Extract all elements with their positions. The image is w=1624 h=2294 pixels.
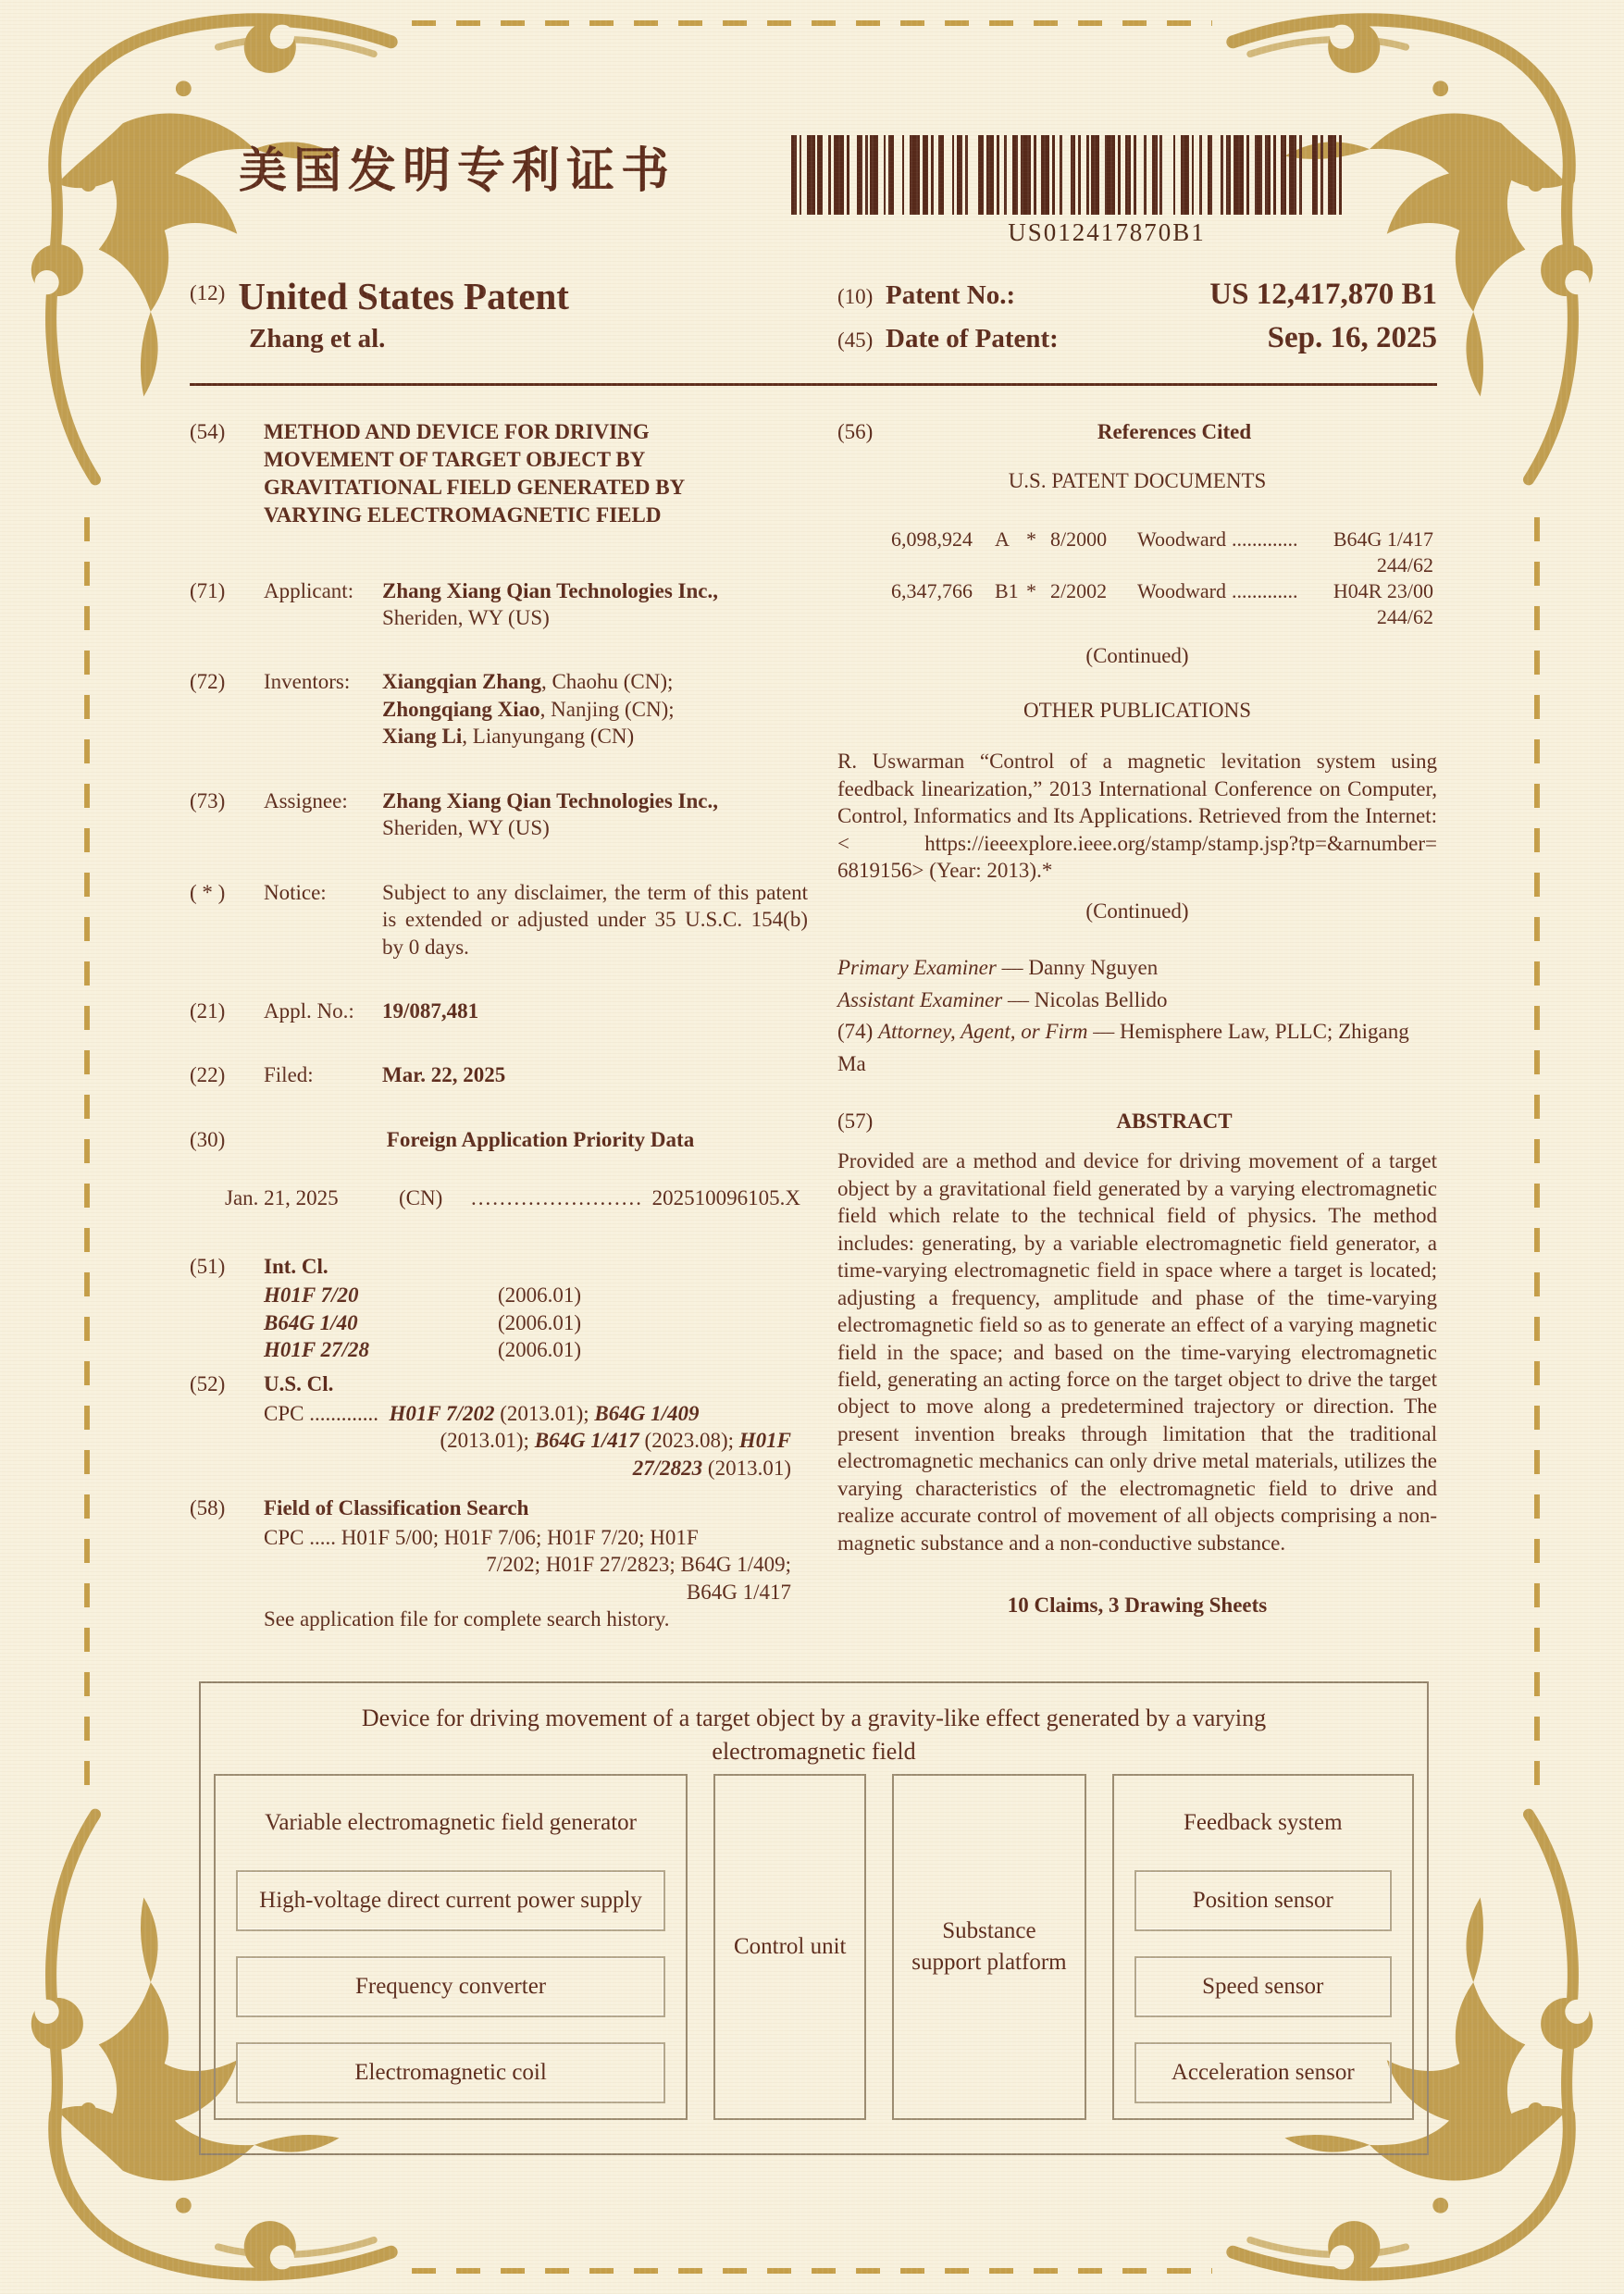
ref-star: * [1026,527,1036,551]
border-dashes-bottom [412,2268,1212,2274]
attorney-label: Attorney, Agent, or Firm [878,1020,1088,1043]
abstract-text: Provided are a method and device for driving movement of a target object by a gravitational field generated by a varying electromagnetic field which relate to the technical field of physics. The method includes: generating, by a variable electromagnetic field generator, a time-varying electromagnetic field in space where a target is located; adjusting a frequency, amplitude and phase of the time-varying electromagnetic field so as to generate an effect of a varying magnetic field in the space; and based on the time-varying electromagnetic field, generating an acting force on the target object to drive the target object to move along a predetermined trajectory or direction. The present invention breaks through limitation that the traditional electromagnetic mechanics can only drive metal materials, utilizes the varying characteristics of the electromagnetic field to drive and realize accurate control of movement of all objects comprising a non-magnetic substance and a non-conductive substance. [837,1149,1437,1555]
border-dashes-top [412,20,1212,26]
substance-platform-label: Substance support platform [911,1918,1067,1975]
cpc-line-1 [264,1400,791,1427]
substance-platform-block [892,1774,1085,2120]
field-code-54: (54) [190,420,226,443]
int-cl-row [264,1309,817,1336]
patent-no-row [837,278,1437,312]
us-patent-docs-title: U.S. PATENT DOCUMENTS [1008,469,1267,493]
class-code: H01F 27/28 [264,1338,369,1361]
search-line-3: B64G 1/417 [686,1580,791,1604]
generator-label: Variable electromagnetic field generator [265,1810,637,1835]
priority-dots: ........................ [471,1186,643,1210]
border-dashes-left [84,509,90,1785]
cpc-date: (2023.08); [638,1429,739,1453]
priority-country: (CN) [399,1186,443,1210]
patent-date-label: Date of Patent: [886,324,1059,353]
field-code-74: (74) [837,1020,879,1043]
assistant-examiner-label: Assistant Examiner [837,987,1003,1011]
inventor-city: , Nanjing (CN); [539,697,675,721]
reference-line [891,527,1433,552]
assistant-examiner-line [837,985,1437,1017]
examiner-block [837,952,1437,1080]
section-72-inventors [190,668,817,750]
inventors-label: Inventors: [264,670,351,694]
cpc-code: B64G 1/417 [534,1429,639,1453]
ref-kind: B1 [995,579,1019,603]
cpc-line-2 [264,1427,791,1454]
certificate-cn-title: 美国发明专利证书 [239,145,676,198]
control-unit-block [713,1774,866,2120]
cpc-date: (2013.01); [494,1401,595,1425]
section-52-us-cl [190,1370,817,1397]
barcode-number: US012417870B1 [1008,218,1206,246]
field-code-51: (51) [190,1254,226,1278]
barcode-image [791,135,1422,215]
cpc-line-3 [264,1455,791,1482]
field-code-52: (52) [190,1372,226,1396]
applicant-name: Zhang Xiang Qian Technologies Inc., [382,578,718,602]
priority-title: Foreign Application Priority Data [386,1127,695,1151]
class-version: (2006.01) [498,1310,582,1334]
int-cl-label: Int. Cl. [264,1254,329,1278]
ref-date: 8/2000 [1050,527,1108,551]
ref-number: 6,347,766 [891,579,973,603]
ref-class: H04R 23/00 [1333,579,1433,603]
reference-row [837,578,1437,630]
reference-row [837,527,1437,578]
search-note: See application file for complete search history. [264,1606,670,1631]
filed-label: Filed: [264,1063,314,1087]
assistant-examiner-name: — Nicolas Bellido [1002,987,1168,1011]
search-line-1: CPC ..... H01F 5/00; H01F 7/06; H01F 7/20; H01F [264,1525,699,1549]
section-71-applicant [190,577,817,632]
class-version: (2006.01) [498,1338,582,1361]
feedback-system-block [1112,1774,1414,2120]
ref-date: 2/2002 [1050,579,1108,603]
int-cl-row [264,1282,817,1308]
class-version: (2006.01) [498,1283,582,1308]
border-dashes-right [1534,509,1540,1785]
reference-line [891,578,1433,604]
barcode-block [791,135,1422,247]
patent-header-right [837,278,1437,365]
field-code-12: (12) [190,281,226,304]
right-column [837,418,1437,1618]
applicant-address: Sheriden, WY (US) [382,606,550,629]
patent-date-row [837,321,1437,355]
ref-dots: ............. [1231,527,1298,551]
ref-class: B64G 1/417 [1333,527,1433,551]
us-cl-cpc [264,1400,791,1482]
ref-name: Woodward [1137,579,1226,603]
notice-text: Subject to any disclaimer, the term of this patent is extended or adjusted under 35 U.S.C. 154(b) by 0 days. [382,880,808,959]
attorney-name: — Hemisphere Law, PLLC; Zhigang Ma [837,1020,1409,1075]
patent-kind-title: United States Patent [238,275,569,317]
applicant-label: Applicant: [264,578,354,602]
section-21-appl-no [190,998,817,1024]
field-code-45: (45) [837,329,874,352]
section-73-assignee [190,787,817,842]
inventor-name: Xiang Li [382,725,463,749]
cpc-code: B64G 1/409 [594,1401,700,1425]
device-block-diagram [199,1681,1429,2155]
left-column [190,418,817,1632]
field-code-58: (58) [190,1496,226,1520]
field-code-56: (56) [837,420,874,443]
inventor-shortname: Zhang et al. [249,324,386,353]
position-sensor-box: Position sensor [1134,1870,1392,1931]
search-cpc [264,1524,791,1633]
references-continued: (Continued) [1085,643,1189,667]
section-51-int-cl [190,1253,817,1280]
patent-no-label: Patent No.: [886,280,1016,310]
header-rule [190,383,1437,386]
assignee-label: Assignee: [264,788,348,812]
field-code-71: (71) [190,578,226,602]
corner-flourish-top-left [2,2,400,487]
appl-no-label: Appl. No.: [264,998,354,1023]
inventor-name: Zhongqiang Xiao [382,697,540,721]
patent-header-left [190,274,569,354]
invention-title: METHOD AND DEVICE FOR DRIVING MOVEMENT OF TARGET OBJECT BY GRAVITATIONAL FIELD GENERATED BY VARYING ELECTROMAGNETIC FIELD [264,420,685,527]
cpc-prefix: CPC ............. [264,1401,378,1425]
search-line-2: 7/202; H01F 27/2823; B64G 1/409; [486,1553,791,1577]
other-publications-title: OTHER PUBLICATIONS [1023,698,1251,722]
section-57-abstract [837,1108,1437,1135]
field-code-10: (10) [837,285,874,308]
patent-date-value: Sep. 16, 2025 [1267,321,1437,354]
field-code-30: (30) [190,1127,226,1151]
other-publication-text: R. Uswarman “Control of a magnetic levitation system using feedback linearization,” 2013 International Conference on Computer, Control, Informatics and Its Applications. Retrieved from the Internet: < https://ieeexplore.ieee.org/stamp/stamp.jsp?tp=&arnumber= 6819156> (Year: 2013).* [837,750,1437,883]
section-30-priority [190,1126,817,1153]
filed-value: Mar. 22, 2025 [382,1063,506,1087]
search-label: Field of Classification Search [264,1496,529,1520]
assignee-value [382,787,817,842]
int-cl-row [264,1336,817,1363]
speed-sensor-box: Speed sensor [1134,1956,1392,2017]
assignee-name: Zhang Xiang Qian Technologies Inc., [382,788,718,812]
ref-class-cont: 244/62 [1376,605,1433,629]
inventor-city: , Lianyungang (CN) [462,725,635,749]
class-code: H01F 7/20 [264,1283,359,1308]
field-code-star: ( * ) [190,880,226,904]
field-code-57: (57) [837,1110,874,1133]
ref-star: * [1026,579,1036,603]
us-cl-label: U.S. Cl. [264,1372,334,1396]
class-code: B64G 1/40 [264,1310,358,1334]
generator-block [214,1774,688,2120]
cpc-code: H01F 7/202 [389,1401,495,1425]
publications-continued: (Continued) [1085,899,1189,923]
cpc-code: H01F [738,1429,791,1453]
primary-examiner-label: Primary Examiner [837,956,997,979]
section-56-references [837,418,1437,445]
claims-line: 10 Claims, 3 Drawing Sheets [1007,1593,1268,1617]
ref-kind: A [995,527,1010,551]
field-code-72: (72) [190,670,226,694]
cpc-date: (2013.01); [440,1429,535,1453]
applicant-value [382,577,817,632]
diagram-columns [214,1774,1414,2120]
assignee-address: Sheriden, WY (US) [382,816,550,840]
patent-no-value: US 12,417,870 B1 [1209,278,1437,311]
control-unit-label: Control unit [733,1934,847,1960]
field-code-22: (22) [190,1063,226,1087]
attorney-line [837,1016,1437,1080]
section-22-filed [190,1061,817,1088]
priority-date: Jan. 21, 2025 [225,1186,339,1210]
appl-no-value: 19/087,481 [382,998,479,1023]
diagram-title: Device for driving movement of a target object by a gravity-like effect generated by a varying electromagnetic field [361,1705,1267,1766]
references-title: References Cited [1097,420,1252,443]
cpc-date: (2013.01) [702,1456,791,1480]
ref-dots: ............. [1231,579,1298,603]
cpc-code: 27/2823 [632,1456,703,1480]
acceleration-sensor-box: Acceleration sensor [1134,2042,1392,2103]
frequency-converter-box: Frequency converter [236,1956,665,2017]
ref-name: Woodward [1137,527,1226,551]
inventors-list [382,668,817,750]
field-code-73: (73) [190,788,226,812]
field-code-21: (21) [190,998,226,1023]
int-cl-rows [264,1282,817,1363]
ref-class-cont: 244/62 [1376,553,1433,577]
ref-number: 6,098,924 [891,527,973,551]
priority-number: 202510096105.X [651,1186,800,1210]
primary-examiner-line [837,952,1437,985]
section-notice [190,879,817,961]
inventor-name: Xiangqian Zhang [382,670,541,694]
primary-examiner-name: — Danny Nguyen [996,956,1159,979]
section-54-title [190,418,817,529]
feedback-system-label: Feedback system [1184,1810,1343,1835]
notice-label: Notice: [264,880,327,904]
inventor-city: , Chaohu (CN); [540,670,674,694]
section-58-search [190,1494,817,1521]
hv-power-supply-box: High-voltage direct current power supply [236,1870,665,1931]
priority-data-row [225,1184,800,1211]
abstract-title: ABSTRACT [1116,1110,1233,1133]
electromagnetic-coil-box: Electromagnetic coil [236,2042,665,2103]
